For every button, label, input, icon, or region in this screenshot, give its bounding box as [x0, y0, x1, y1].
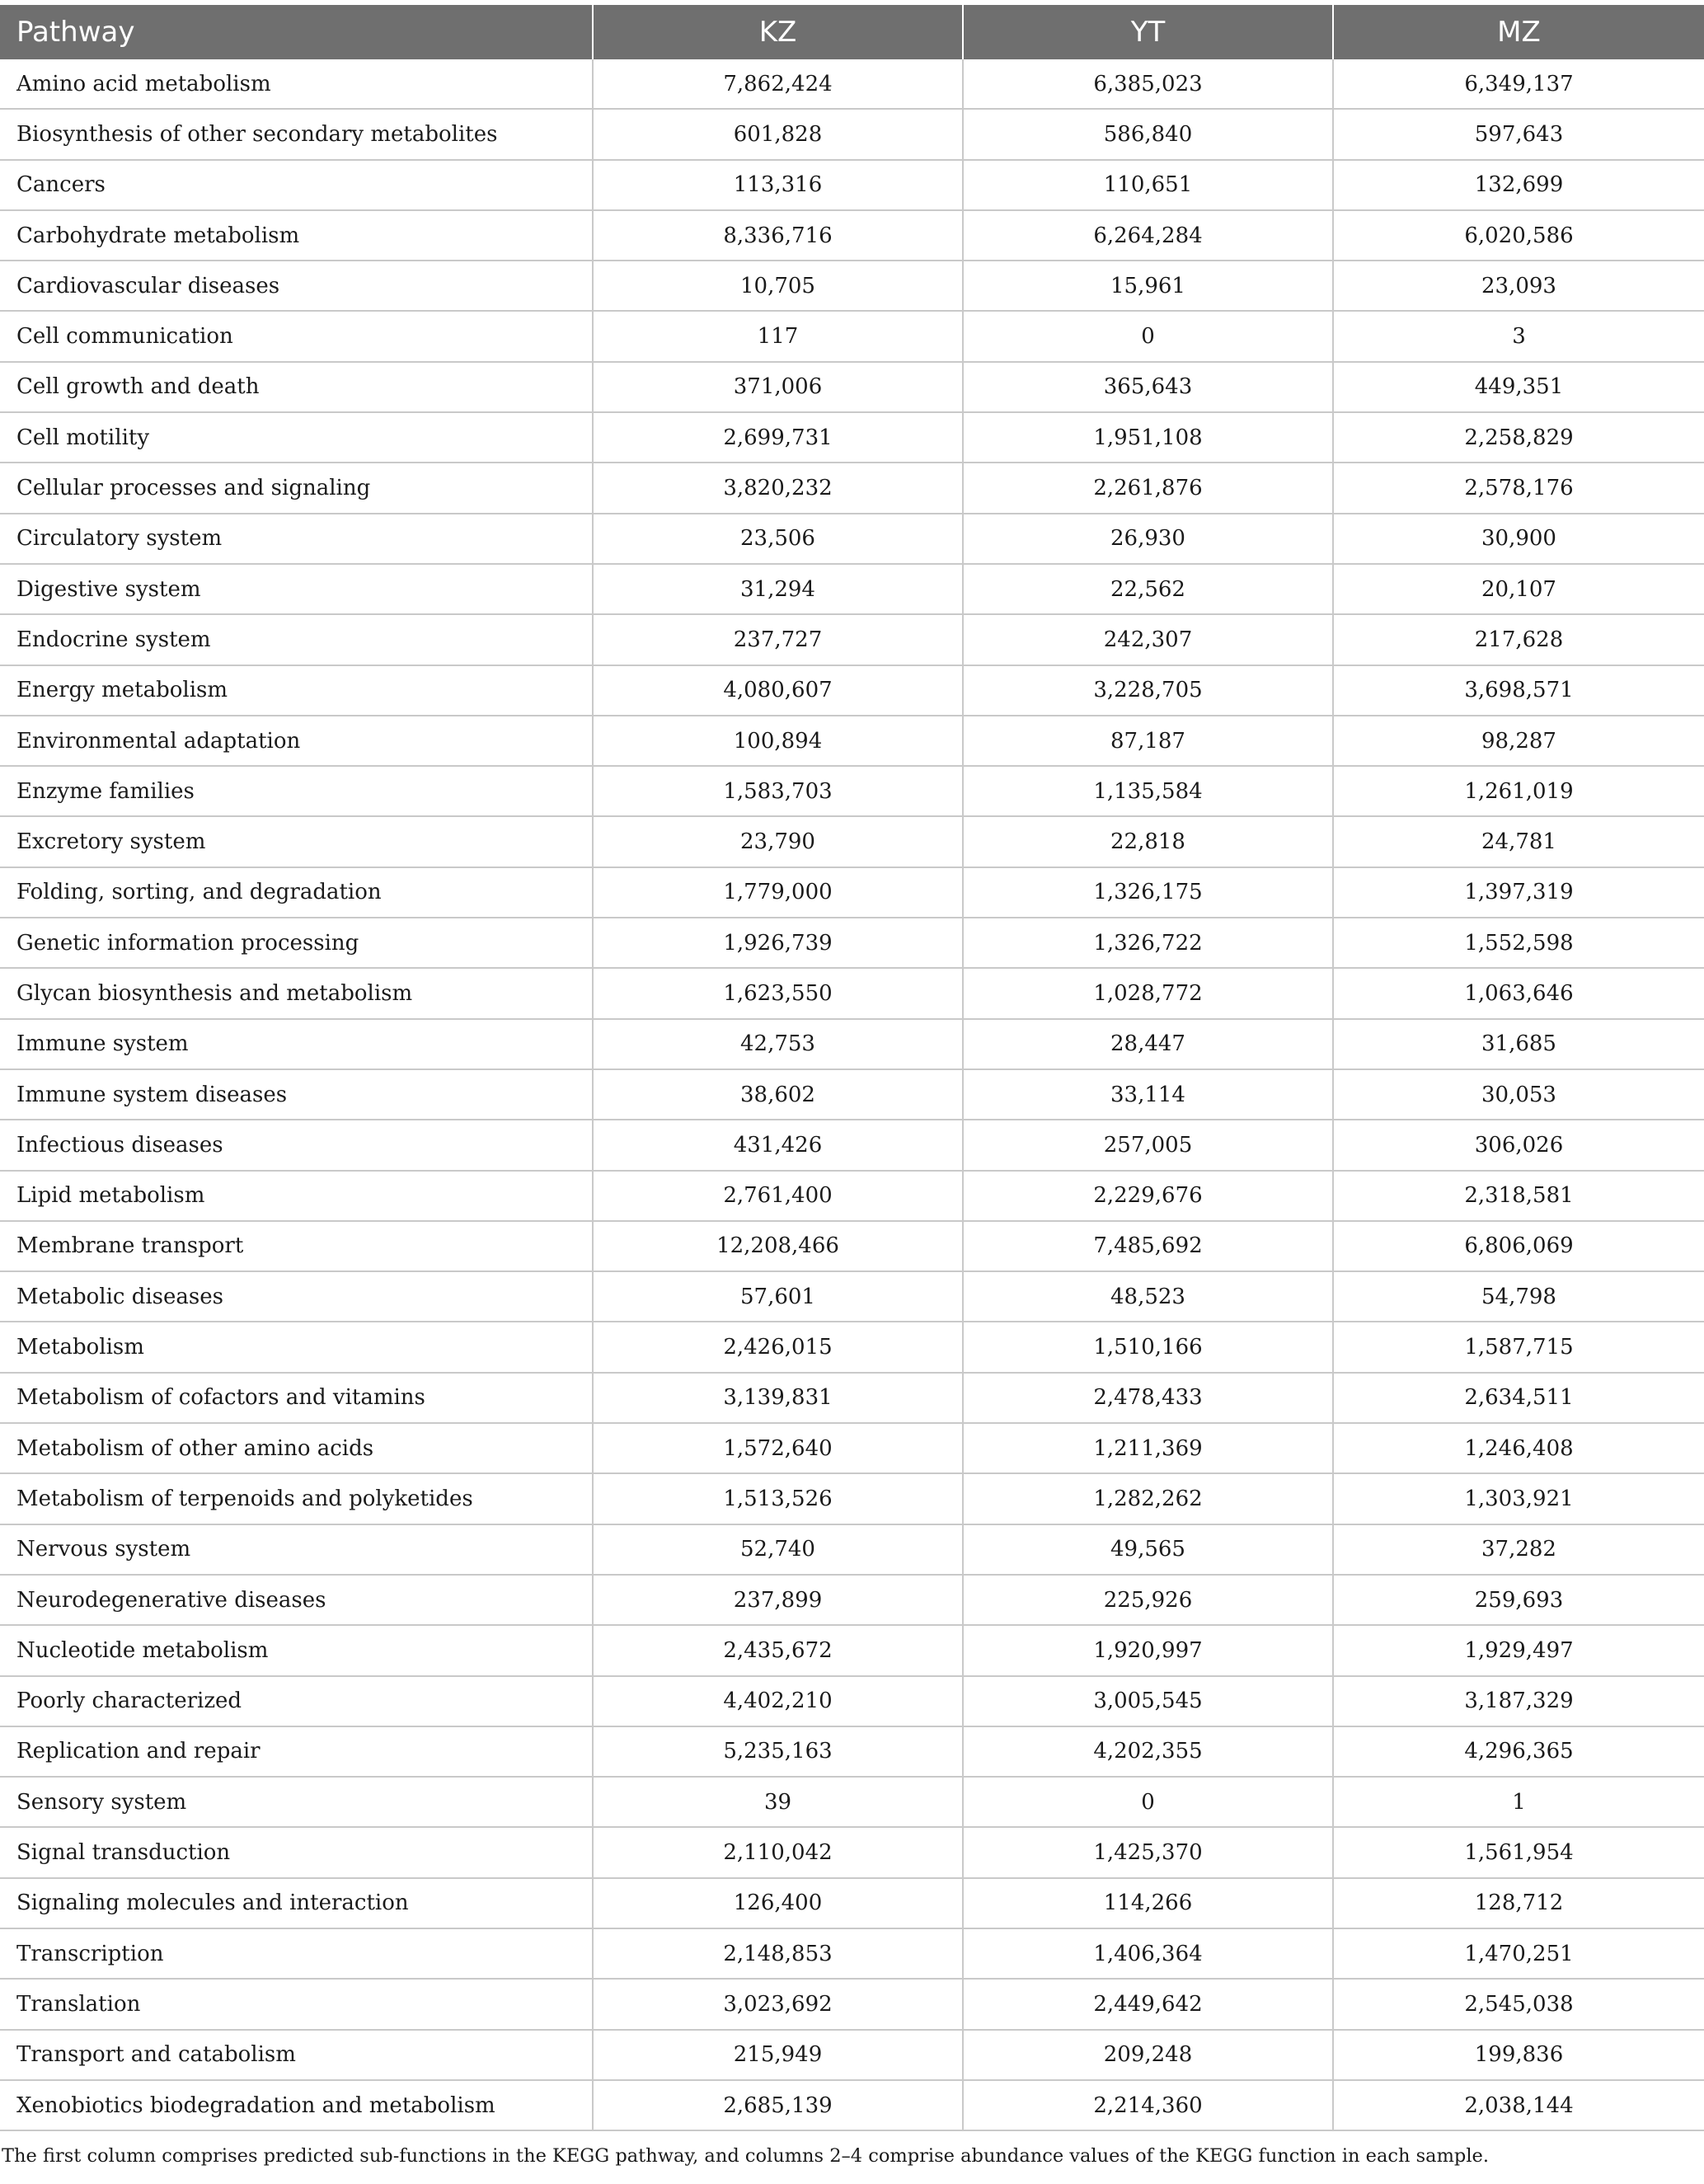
mz-value-cell: 1,470,251: [1333, 1928, 1704, 1979]
table-row: [0, 564, 1704, 614]
table-row: [0, 665, 1704, 716]
mz-value-cell: 3,187,329: [1333, 1676, 1704, 1726]
kz-value-cell: 42,753: [593, 1019, 963, 1069]
mz-value-cell: 1,261,019: [1333, 766, 1704, 816]
pathway-cell: Cellular processes and signaling: [0, 463, 593, 513]
table-row: [0, 210, 1704, 261]
table-body: [0, 59, 1704, 2130]
yt-value-cell: 586,840: [963, 109, 1333, 159]
pathway-cell: Amino acid metabolism: [0, 59, 593, 109]
yt-value-cell: 15,961: [963, 261, 1333, 311]
table-row: [0, 1171, 1704, 1221]
kz-value-cell: 31,294: [593, 564, 963, 614]
kz-value-cell: 237,727: [593, 614, 963, 665]
mz-value-cell: 4,296,365: [1333, 1726, 1704, 1777]
yt-value-cell: 110,651: [963, 160, 1333, 210]
kz-value-cell: 3,023,692: [593, 1979, 963, 2029]
yt-value-cell: 6,264,284: [963, 210, 1333, 261]
pathway-cell: Signal transduction: [0, 1827, 593, 1877]
pathway-cell: Environmental adaptation: [0, 716, 593, 766]
mz-value-cell: 1,246,408: [1333, 1423, 1704, 1473]
table-row: [0, 463, 1704, 513]
table-row: [0, 1423, 1704, 1473]
yt-value-cell: 48,523: [963, 1271, 1333, 1322]
kz-value-cell: 371,006: [593, 362, 963, 412]
pathway-cell: Carbohydrate metabolism: [0, 210, 593, 261]
kz-value-cell: 23,506: [593, 514, 963, 564]
table-row: [0, 412, 1704, 463]
pathway-cell: Replication and repair: [0, 1726, 593, 1777]
pathway-cell: Immune system diseases: [0, 1069, 593, 1120]
kz-value-cell: 5,235,163: [593, 1726, 963, 1777]
kz-value-cell: 38,602: [593, 1069, 963, 1120]
mz-value-cell: 1,929,497: [1333, 1625, 1704, 1675]
pathway-cell: Digestive system: [0, 564, 593, 614]
table-row: [0, 1575, 1704, 1625]
table-row: [0, 362, 1704, 412]
table-row: [0, 514, 1704, 564]
yt-value-cell: 2,449,642: [963, 1979, 1333, 2029]
kz-value-cell: 1,572,640: [593, 1423, 963, 1473]
mz-value-cell: 30,053: [1333, 1069, 1704, 1120]
table-row: [0, 1676, 1704, 1726]
mz-value-cell: 2,578,176: [1333, 463, 1704, 513]
pathway-cell: Cell motility: [0, 412, 593, 463]
header-row: [0, 5, 1704, 59]
mz-value-cell: 24,781: [1333, 816, 1704, 867]
pathway-cell: Signaling molecules and interaction: [0, 1878, 593, 1928]
mz-value-cell: 1,561,954: [1333, 1827, 1704, 1877]
pathway-cell: Glycan biosynthesis and metabolism: [0, 968, 593, 1018]
yt-value-cell: 33,114: [963, 1069, 1333, 1120]
table-row: [0, 1473, 1704, 1524]
mz-value-cell: 1: [1333, 1777, 1704, 1827]
pathway-cell: Poorly characterized: [0, 1676, 593, 1726]
yt-value-cell: 1,326,175: [963, 867, 1333, 918]
yt-value-cell: 7,485,692: [963, 1221, 1333, 1271]
pathway-cell: Enzyme families: [0, 766, 593, 816]
yt-value-cell: 1,951,108: [963, 412, 1333, 463]
mz-value-cell: 6,020,586: [1333, 210, 1704, 261]
mz-value-cell: 2,258,829: [1333, 412, 1704, 463]
yt-value-cell: 0: [963, 311, 1333, 361]
pathway-cell: Sensory system: [0, 1777, 593, 1827]
yt-value-cell: 1,135,584: [963, 766, 1333, 816]
table-header: [0, 5, 1704, 59]
mz-value-cell: 132,699: [1333, 160, 1704, 210]
kz-value-cell: 2,761,400: [593, 1171, 963, 1221]
mz-value-cell: 98,287: [1333, 716, 1704, 766]
pathway-cell: Metabolism of terpenoids and polyketides: [0, 1473, 593, 1524]
kz-value-cell: 113,316: [593, 160, 963, 210]
kz-value-cell: 7,862,424: [593, 59, 963, 109]
yt-value-cell: 1,510,166: [963, 1322, 1333, 1372]
kz-value-cell: 3,139,831: [593, 1373, 963, 1423]
kz-value-cell: 4,402,210: [593, 1676, 963, 1726]
pathway-cell: Nervous system: [0, 1524, 593, 1575]
kz-value-cell: 2,110,042: [593, 1827, 963, 1877]
kz-value-cell: 117: [593, 311, 963, 361]
mz-value-cell: 1,303,921: [1333, 1473, 1704, 1524]
kz-value-cell: 237,899: [593, 1575, 963, 1625]
pathway-cell: Cardiovascular diseases: [0, 261, 593, 311]
header-kz: KZ: [593, 5, 963, 59]
table-row: [0, 1827, 1704, 1877]
yt-value-cell: 3,228,705: [963, 665, 1333, 716]
pathway-cell: Excretory system: [0, 816, 593, 867]
mz-value-cell: 30,900: [1333, 514, 1704, 564]
table-row: [0, 261, 1704, 311]
yt-value-cell: 1,406,364: [963, 1928, 1333, 1979]
pathway-cell: Immune system: [0, 1019, 593, 1069]
header-mz: MZ: [1333, 5, 1704, 59]
pathway-cell: Endocrine system: [0, 614, 593, 665]
pathway-cell: Transport and catabolism: [0, 2030, 593, 2080]
yt-value-cell: 0: [963, 1777, 1333, 1827]
pathway-cell: Translation: [0, 1979, 593, 2029]
table-row: [0, 1878, 1704, 1928]
mz-value-cell: 31,685: [1333, 1019, 1704, 1069]
yt-value-cell: 114,266: [963, 1878, 1333, 1928]
yt-value-cell: 209,248: [963, 2030, 1333, 2080]
yt-value-cell: 2,214,360: [963, 2080, 1333, 2130]
mz-value-cell: 2,318,581: [1333, 1171, 1704, 1221]
table-row: [0, 968, 1704, 1018]
table-row: [0, 1019, 1704, 1069]
kz-value-cell: 1,779,000: [593, 867, 963, 918]
yt-value-cell: 87,187: [963, 716, 1333, 766]
table-row: [0, 1777, 1704, 1827]
kz-value-cell: 39: [593, 1777, 963, 1827]
pathway-cell: Lipid metabolism: [0, 1171, 593, 1221]
table-row: [0, 59, 1704, 109]
mz-value-cell: 20,107: [1333, 564, 1704, 614]
mz-value-cell: 1,587,715: [1333, 1322, 1704, 1372]
kz-value-cell: 1,583,703: [593, 766, 963, 816]
kz-value-cell: 2,699,731: [593, 412, 963, 463]
table-row: [0, 109, 1704, 159]
kz-value-cell: 3,820,232: [593, 463, 963, 513]
table-row: [0, 766, 1704, 816]
mz-value-cell: 23,093: [1333, 261, 1704, 311]
table-row: [0, 1373, 1704, 1423]
mz-value-cell: 2,545,038: [1333, 1979, 1704, 2029]
kz-value-cell: 2,685,139: [593, 2080, 963, 2130]
table-row: [0, 1069, 1704, 1120]
yt-value-cell: 1,211,369: [963, 1423, 1333, 1473]
yt-value-cell: 49,565: [963, 1524, 1333, 1575]
kegg-table-container: [0, 5, 1704, 2131]
table-row: [0, 311, 1704, 361]
table-row: [0, 1928, 1704, 1979]
table-row: [0, 867, 1704, 918]
table-row: [0, 1120, 1704, 1170]
pathway-cell: Biosynthesis of other secondary metabolites: [0, 109, 593, 159]
kz-value-cell: 23,790: [593, 816, 963, 867]
table-row: [0, 1726, 1704, 1777]
kz-value-cell: 601,828: [593, 109, 963, 159]
pathway-cell: Energy metabolism: [0, 665, 593, 716]
kz-value-cell: 52,740: [593, 1524, 963, 1575]
yt-value-cell: 1,282,262: [963, 1473, 1333, 1524]
pathway-cell: Metabolic diseases: [0, 1271, 593, 1322]
mz-value-cell: 1,397,319: [1333, 867, 1704, 918]
mz-value-cell: 259,693: [1333, 1575, 1704, 1625]
pathway-cell: Nucleotide metabolism: [0, 1625, 593, 1675]
pathway-cell: Cell growth and death: [0, 362, 593, 412]
yt-value-cell: 2,229,676: [963, 1171, 1333, 1221]
yt-value-cell: 6,385,023: [963, 59, 1333, 109]
pathway-cell: Infectious diseases: [0, 1120, 593, 1170]
table-row: [0, 614, 1704, 665]
yt-value-cell: 22,562: [963, 564, 1333, 614]
kz-value-cell: 12,208,466: [593, 1221, 963, 1271]
kz-value-cell: 215,949: [593, 2030, 963, 2080]
table-row: [0, 160, 1704, 210]
table-row: [0, 1625, 1704, 1675]
mz-value-cell: 3: [1333, 311, 1704, 361]
mz-value-cell: 6,349,137: [1333, 59, 1704, 109]
yt-value-cell: 1,028,772: [963, 968, 1333, 1018]
yt-value-cell: 242,307: [963, 614, 1333, 665]
mz-value-cell: 306,026: [1333, 1120, 1704, 1170]
pathway-cell: Metabolism: [0, 1322, 593, 1372]
mz-value-cell: 199,836: [1333, 2030, 1704, 2080]
mz-value-cell: 449,351: [1333, 362, 1704, 412]
mz-value-cell: 597,643: [1333, 109, 1704, 159]
table-row: [0, 2080, 1704, 2130]
yt-value-cell: 4,202,355: [963, 1726, 1333, 1777]
yt-value-cell: 2,478,433: [963, 1373, 1333, 1423]
pathway-cell: Transcription: [0, 1928, 593, 1979]
kegg-pathway-table: [0, 5, 1704, 2131]
mz-value-cell: 2,038,144: [1333, 2080, 1704, 2130]
header-pathway: Pathway: [0, 5, 593, 59]
yt-value-cell: 1,920,997: [963, 1625, 1333, 1675]
yt-value-cell: 2,261,876: [963, 463, 1333, 513]
mz-value-cell: 2,634,511: [1333, 1373, 1704, 1423]
kz-value-cell: 10,705: [593, 261, 963, 311]
yt-value-cell: 225,926: [963, 1575, 1333, 1625]
yt-value-cell: 28,447: [963, 1019, 1333, 1069]
header-yt: YT: [963, 5, 1333, 59]
kz-value-cell: 1,623,550: [593, 968, 963, 1018]
table-row: [0, 816, 1704, 867]
table-row: [0, 716, 1704, 766]
pathway-cell: Membrane transport: [0, 1221, 593, 1271]
pathway-cell: Folding, sorting, and degradation: [0, 867, 593, 918]
yt-value-cell: 1,326,722: [963, 918, 1333, 968]
mz-value-cell: 6,806,069: [1333, 1221, 1704, 1271]
yt-value-cell: 1,425,370: [963, 1827, 1333, 1877]
pathway-cell: Genetic information processing: [0, 918, 593, 968]
pathway-cell: Neurodegenerative diseases: [0, 1575, 593, 1625]
kz-value-cell: 8,336,716: [593, 210, 963, 261]
kz-value-cell: 57,601: [593, 1271, 963, 1322]
kz-value-cell: 1,926,739: [593, 918, 963, 968]
kz-value-cell: 2,435,672: [593, 1625, 963, 1675]
kz-value-cell: 2,148,853: [593, 1928, 963, 1979]
pathway-cell: Metabolism of cofactors and vitamins: [0, 1373, 593, 1423]
pathway-cell: Cell communication: [0, 311, 593, 361]
mz-value-cell: 1,552,598: [1333, 918, 1704, 968]
table-row: [0, 1979, 1704, 2029]
mz-value-cell: 54,798: [1333, 1271, 1704, 1322]
table-row: [0, 1221, 1704, 1271]
table-row: [0, 1271, 1704, 1322]
table-row: [0, 1524, 1704, 1575]
kz-value-cell: 1,513,526: [593, 1473, 963, 1524]
kz-value-cell: 100,894: [593, 716, 963, 766]
pathway-cell: Cancers: [0, 160, 593, 210]
yt-value-cell: 365,643: [963, 362, 1333, 412]
pathway-cell: Circulatory system: [0, 514, 593, 564]
mz-value-cell: 3,698,571: [1333, 665, 1704, 716]
pathway-cell: Metabolism of other amino acids: [0, 1423, 593, 1473]
kz-value-cell: 2,426,015: [593, 1322, 963, 1372]
mz-value-cell: 128,712: [1333, 1878, 1704, 1928]
kz-value-cell: 126,400: [593, 1878, 963, 1928]
table-row: [0, 1322, 1704, 1372]
pathway-cell: Xenobiotics biodegradation and metabolism: [0, 2080, 593, 2130]
yt-value-cell: 22,818: [963, 816, 1333, 867]
table-footnote: The first column comprises predicted sub-functions in the KEGG pathway, and columns 2–4 comprise abundance values of the KEGG function in each sample.: [2, 2145, 1489, 2167]
mz-value-cell: 1,063,646: [1333, 968, 1704, 1018]
yt-value-cell: 257,005: [963, 1120, 1333, 1170]
table-row: [0, 2030, 1704, 2080]
kz-value-cell: 431,426: [593, 1120, 963, 1170]
mz-value-cell: 217,628: [1333, 614, 1704, 665]
mz-value-cell: 37,282: [1333, 1524, 1704, 1575]
yt-value-cell: 3,005,545: [963, 1676, 1333, 1726]
kz-value-cell: 4,080,607: [593, 665, 963, 716]
yt-value-cell: 26,930: [963, 514, 1333, 564]
table-row: [0, 918, 1704, 968]
